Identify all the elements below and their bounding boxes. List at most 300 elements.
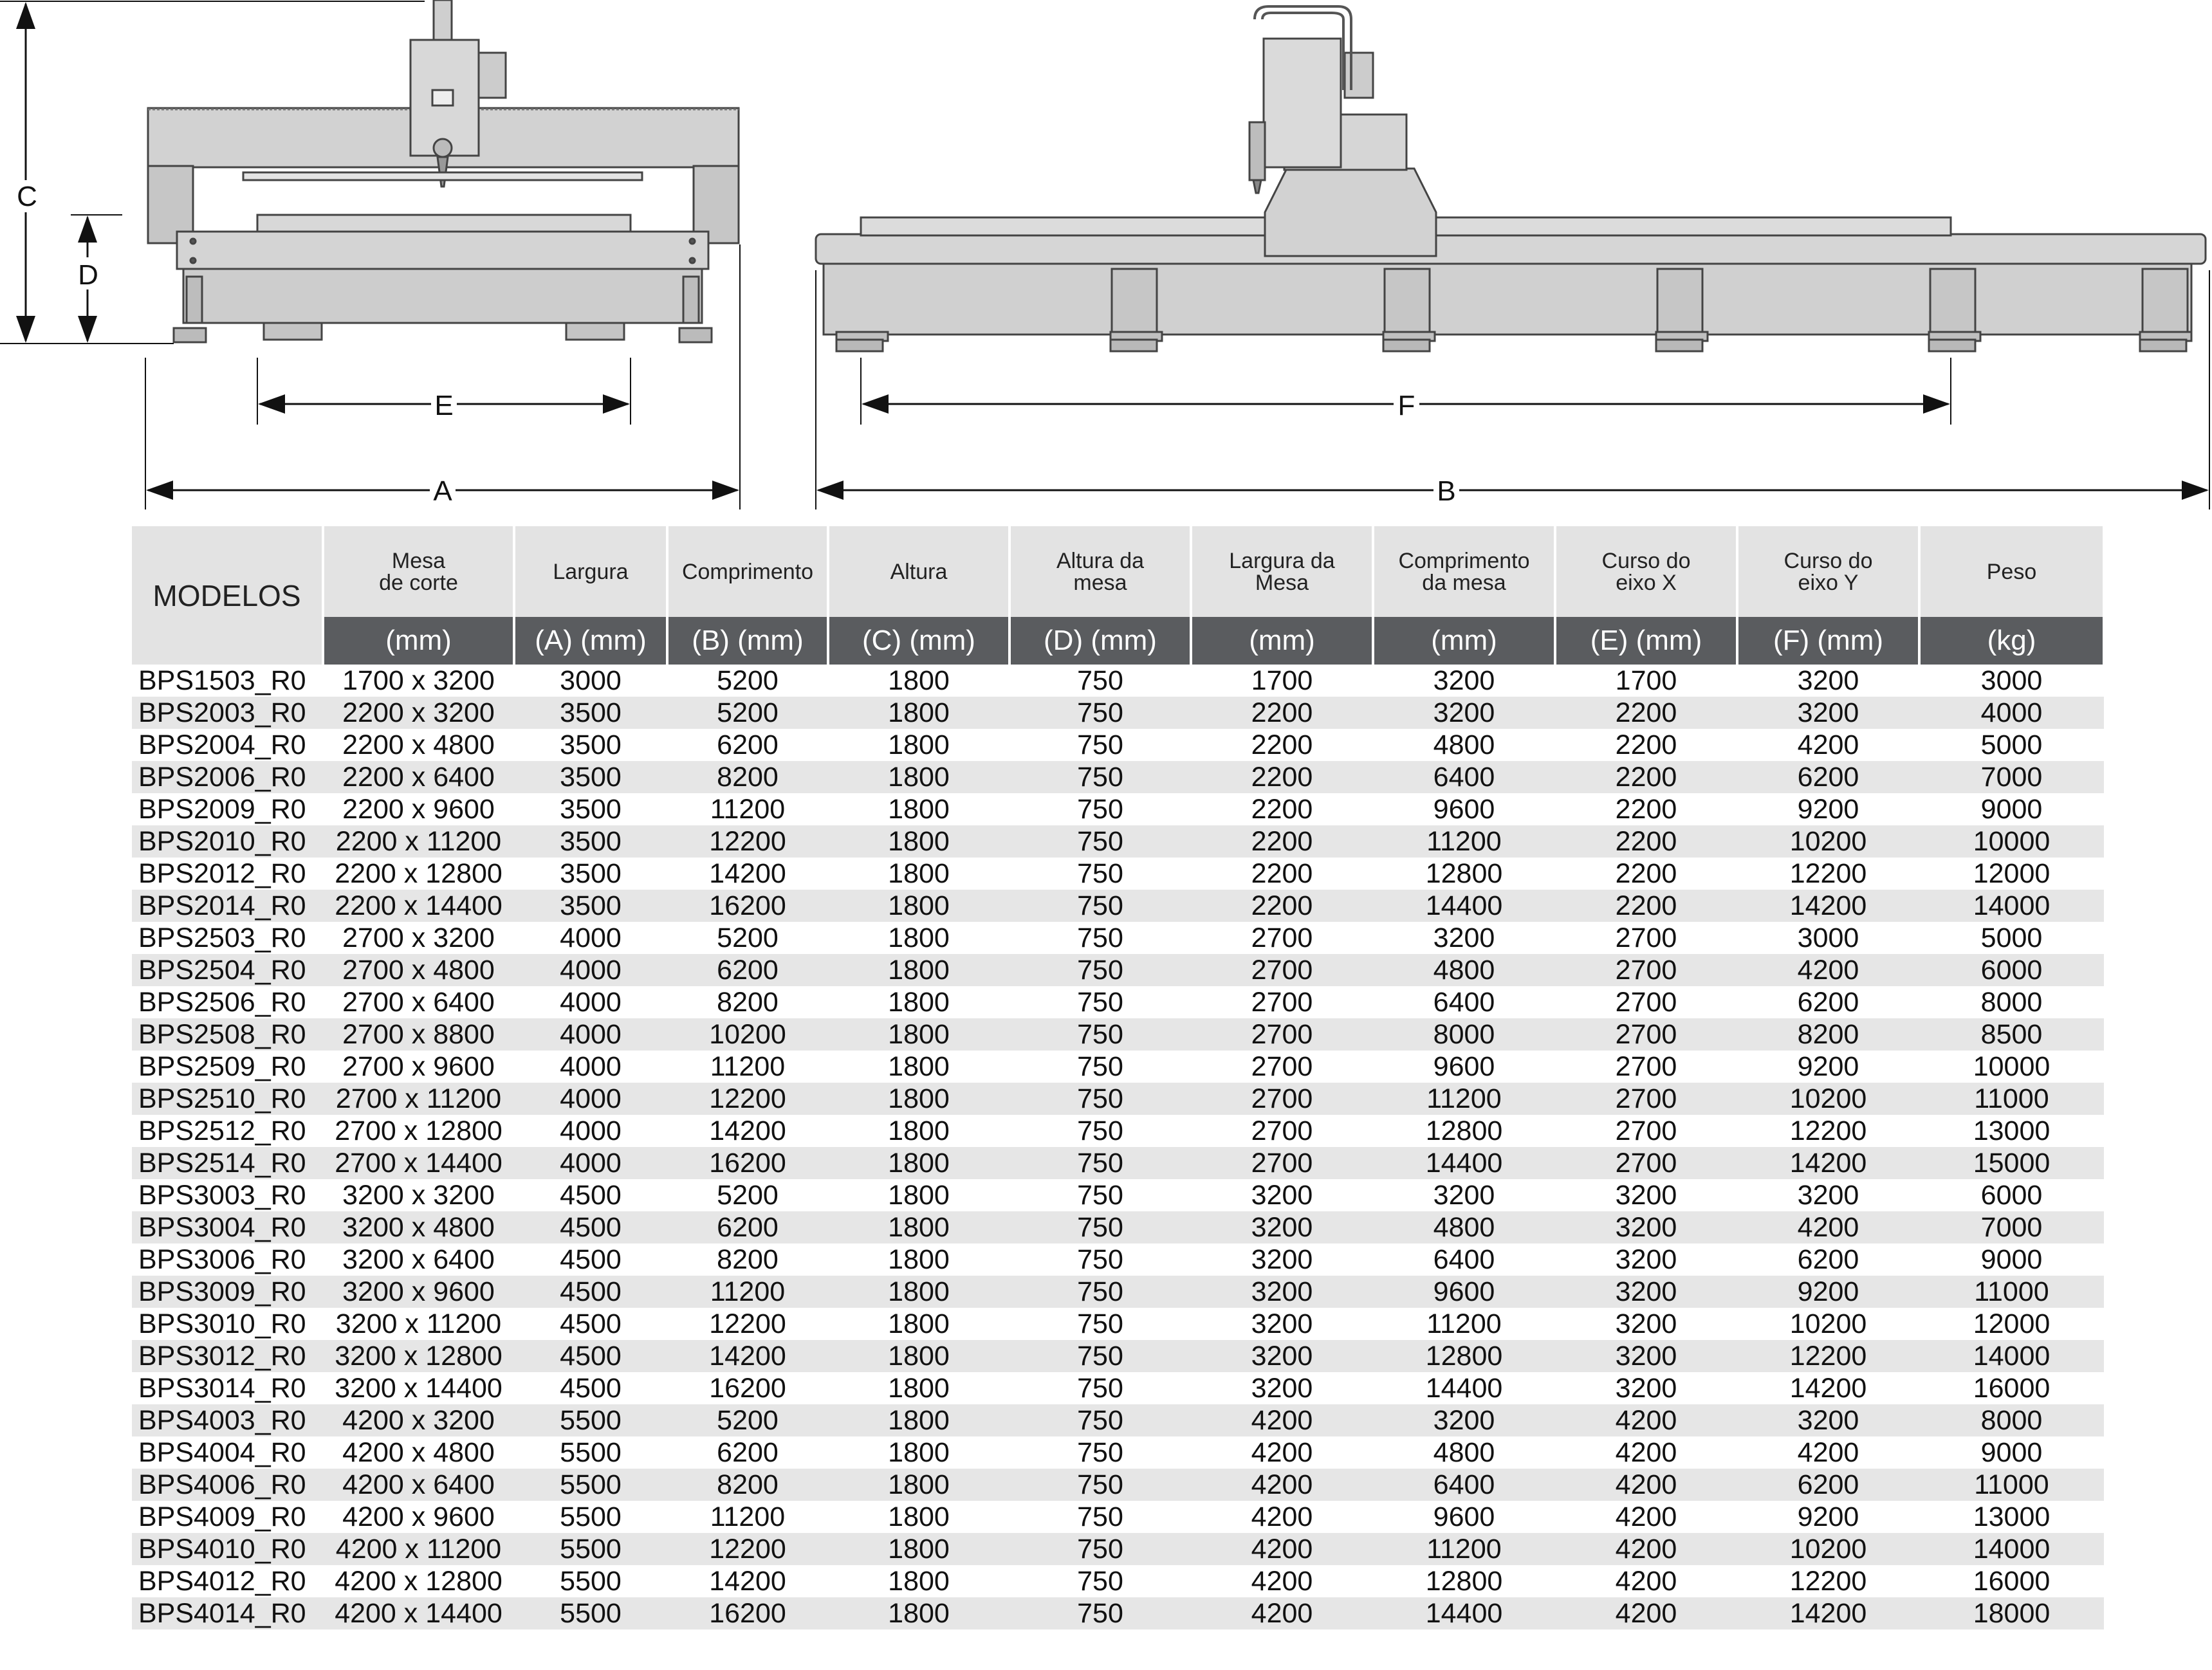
table-cell: 2700: [1191, 1115, 1373, 1147]
table-cell: 4800: [1373, 1211, 1555, 1243]
table-cell: 14000: [1919, 890, 2104, 922]
table-cell: 750: [1009, 1565, 1191, 1597]
side-view-drawing: [816, 6, 2206, 351]
table-cell: 6200: [1737, 1243, 1919, 1276]
table-cell: 5500: [514, 1469, 667, 1501]
table-cell: 3200: [1191, 1372, 1373, 1404]
table-row: [132, 729, 2104, 761]
table-cell: 750: [1009, 1115, 1191, 1147]
table-cell: 11200: [667, 1051, 828, 1083]
table-cell: 2700: [1191, 954, 1373, 986]
table-cell: 4200: [1191, 1501, 1373, 1533]
table-cell: 14200: [1737, 1147, 1919, 1179]
table-cell: 1800: [828, 1211, 1009, 1243]
table-cell: 8200: [667, 761, 828, 793]
table-cell: 1800: [828, 1565, 1009, 1597]
table-cell: 11000: [1919, 1469, 2104, 1501]
table-row: [132, 825, 2104, 858]
table-cell: 8200: [667, 986, 828, 1018]
table-cell: 2700: [1191, 922, 1373, 954]
column-header-7: [1373, 526, 1555, 617]
table-row: [132, 1276, 2104, 1308]
table-cell: 4000: [514, 1147, 667, 1179]
machine-drawings: [0, 0, 2212, 515]
column-header-6: [1191, 526, 1373, 617]
table-cell: 10200: [1737, 1308, 1919, 1340]
table-cell: 11200: [667, 1276, 828, 1308]
table-cell: 4000: [514, 986, 667, 1018]
column-header-line1: Comprimento: [681, 559, 814, 584]
table-cell: 4500: [514, 1372, 667, 1404]
table-cell: 15000: [1919, 1147, 2104, 1179]
dim-label-c: C: [17, 181, 37, 212]
table-cell: 3200: [1191, 1308, 1373, 1340]
table-cell: 2700 x 6400: [323, 986, 514, 1018]
table-cell: 2700 x 3200: [323, 922, 514, 954]
table-cell: 1800: [828, 1051, 1009, 1083]
table-cell: 1800: [828, 1436, 1009, 1469]
table-row: [132, 1243, 2104, 1276]
table-cell: 1800: [828, 1115, 1009, 1147]
column-header-4: [828, 526, 1009, 617]
column-unit-1: (mm): [323, 617, 514, 665]
model-name-cell: BPS2012_R0: [132, 858, 323, 890]
table-cell: 4500: [514, 1179, 667, 1211]
unit-row: [132, 617, 2104, 665]
table-cell: 13000: [1919, 1501, 2104, 1533]
table-cell: 1800: [828, 1469, 1009, 1501]
table-cell: 4000: [514, 1115, 667, 1147]
table-row: [132, 922, 2104, 954]
column-header-8: [1555, 526, 1737, 617]
table-cell: 12800: [1373, 858, 1555, 890]
table-cell: 14200: [1737, 1597, 1919, 1629]
table-cell: 750: [1009, 793, 1191, 825]
table-cell: 6000: [1919, 1179, 2104, 1211]
table-cell: 4000: [514, 1083, 667, 1115]
table-cell: 10200: [667, 1018, 828, 1051]
table-cell: 6000: [1919, 954, 2104, 986]
table-cell: 8000: [1919, 1404, 2104, 1436]
table-cell: 6400: [1373, 1243, 1555, 1276]
table-cell: 4500: [514, 1243, 667, 1276]
table-cell: 14400: [1373, 1147, 1555, 1179]
table-cell: 750: [1009, 858, 1191, 890]
table-cell: 750: [1009, 1469, 1191, 1501]
table-cell: 14200: [1737, 1372, 1919, 1404]
table-cell: 2200: [1191, 825, 1373, 858]
table-cell: 4200: [1737, 1436, 1919, 1469]
table-cell: 8200: [667, 1243, 828, 1276]
table-cell: 4200: [1191, 1436, 1373, 1469]
table-row: [132, 697, 2104, 729]
column-unit-4: (C) (mm): [828, 617, 1009, 665]
column-unit-2: (A) (mm): [514, 617, 667, 665]
model-name-cell: BPS1503_R0: [132, 665, 323, 697]
table-cell: 6200: [667, 1211, 828, 1243]
table-cell: 16200: [667, 890, 828, 922]
table-cell: 12000: [1919, 858, 2104, 890]
table-cell: 3200: [1191, 1243, 1373, 1276]
table-cell: 1800: [828, 954, 1009, 986]
table-body: [132, 665, 2104, 1629]
table-cell: 4500: [514, 1211, 667, 1243]
table-cell: 1800: [828, 761, 1009, 793]
table-cell: 12200: [667, 1083, 828, 1115]
table-cell: 6200: [1737, 986, 1919, 1018]
column-header-line1: Altura: [890, 559, 948, 584]
table-cell: 2700: [1555, 922, 1737, 954]
table-cell: 4000: [514, 1018, 667, 1051]
table-cell: 5200: [667, 697, 828, 729]
table-cell: 11200: [1373, 1308, 1555, 1340]
table-cell: 3200: [1555, 1179, 1737, 1211]
table-cell: 11200: [1373, 1533, 1555, 1565]
table-cell: 10000: [1919, 1051, 2104, 1083]
table-cell: 1800: [828, 1404, 1009, 1436]
table-row: [132, 1083, 2104, 1115]
specifications-table: [132, 526, 2105, 1629]
column-header-line1: Largura da: [1229, 548, 1335, 573]
column-header-3: [667, 526, 828, 617]
table-cell: 3000: [1737, 922, 1919, 954]
table-cell: 2200 x 3200: [323, 697, 514, 729]
table-cell: 6200: [1737, 761, 1919, 793]
models-header: MODELOS: [132, 526, 323, 665]
table-cell: 1800: [828, 1147, 1009, 1179]
table-cell: 3500: [514, 890, 667, 922]
model-name-cell: BPS2010_R0: [132, 825, 323, 858]
table-row: [132, 1211, 2104, 1243]
table-cell: 3200 x 6400: [323, 1243, 514, 1276]
table-cell: 750: [1009, 697, 1191, 729]
table-cell: 1800: [828, 1372, 1009, 1404]
front-view-drawing: [148, 0, 739, 342]
column-unit-9: (F) (mm): [1737, 617, 1919, 665]
dim-label-e: E: [434, 390, 454, 421]
table-cell: 4800: [1373, 954, 1555, 986]
table-cell: 12200: [1737, 1115, 1919, 1147]
table-cell: 2200: [1555, 793, 1737, 825]
table-cell: 2700 x 11200: [323, 1083, 514, 1115]
table-cell: 3200: [1373, 922, 1555, 954]
table-cell: 12200: [667, 825, 828, 858]
table-cell: 2700: [1555, 1083, 1737, 1115]
model-name-cell: BPS3012_R0: [132, 1340, 323, 1372]
table-row: [132, 1533, 2104, 1565]
table-cell: 3500: [514, 858, 667, 890]
table-cell: 9000: [1919, 1436, 2104, 1469]
table-cell: 750: [1009, 1147, 1191, 1179]
table-cell: 3200: [1191, 1211, 1373, 1243]
column-header-line1: Largura: [553, 559, 629, 584]
table-cell: 3200: [1737, 697, 1919, 729]
table-cell: 2200 x 6400: [323, 761, 514, 793]
table-cell: 2700 x 12800: [323, 1115, 514, 1147]
table-cell: 11000: [1919, 1276, 2104, 1308]
table-cell: 14400: [1373, 1372, 1555, 1404]
table-cell: 750: [1009, 825, 1191, 858]
table-cell: 2200: [1555, 697, 1737, 729]
table-row: [132, 1501, 2104, 1533]
table-cell: 10000: [1919, 825, 2104, 858]
model-name-cell: BPS4009_R0: [132, 1501, 323, 1533]
table-cell: 2200: [1555, 858, 1737, 890]
table-cell: 750: [1009, 1083, 1191, 1115]
table-cell: 750: [1009, 1533, 1191, 1565]
table-cell: 16200: [667, 1597, 828, 1629]
table-cell: 9600: [1373, 1051, 1555, 1083]
table-cell: 3200: [1191, 1276, 1373, 1308]
table-cell: 12200: [667, 1308, 828, 1340]
table-cell: 2200: [1191, 761, 1373, 793]
model-name-cell: BPS3004_R0: [132, 1211, 323, 1243]
column-header-9: [1737, 526, 1919, 617]
table-cell: 4200: [1555, 1501, 1737, 1533]
table-cell: 14200: [667, 1340, 828, 1372]
table-cell: 2700 x 4800: [323, 954, 514, 986]
table-cell: 12800: [1373, 1115, 1555, 1147]
table-cell: 9200: [1737, 793, 1919, 825]
table-cell: 750: [1009, 1051, 1191, 1083]
table-cell: 4200: [1555, 1533, 1737, 1565]
table-row: [132, 761, 2104, 793]
table-cell: 4200: [1737, 729, 1919, 761]
table-cell: 3200: [1555, 1372, 1737, 1404]
table-cell: 2700 x 8800: [323, 1018, 514, 1051]
column-header-line1: Curso do: [1783, 548, 1873, 573]
model-name-cell: BPS2506_R0: [132, 986, 323, 1018]
table-row: [132, 1469, 2104, 1501]
table-cell: 2700: [1191, 1018, 1373, 1051]
table-row: [132, 1340, 2104, 1372]
table-row: [132, 793, 2104, 825]
table-cell: 1800: [828, 1501, 1009, 1533]
table-cell: 3200 x 12800: [323, 1340, 514, 1372]
column-header-10: [1919, 526, 2104, 617]
table-cell: 1800: [828, 1018, 1009, 1051]
column-header-line1: Curso do: [1601, 548, 1691, 573]
table-cell: 14400: [1373, 890, 1555, 922]
table-cell: 8200: [667, 1469, 828, 1501]
table-cell: 2700: [1555, 1115, 1737, 1147]
table-cell: 2700: [1191, 986, 1373, 1018]
table-cell: 750: [1009, 922, 1191, 954]
table-cell: 3200: [1737, 665, 1919, 697]
table-cell: 4500: [514, 1276, 667, 1308]
table-cell: 12000: [1919, 1308, 2104, 1340]
table-cell: 14200: [1737, 890, 1919, 922]
column-unit-6: (mm): [1191, 617, 1373, 665]
table-cell: 4200 x 3200: [323, 1404, 514, 1436]
table-cell: 4200 x 12800: [323, 1565, 514, 1597]
model-name-cell: BPS2509_R0: [132, 1051, 323, 1083]
table-cell: 3200 x 9600: [323, 1276, 514, 1308]
table-row: [132, 986, 2104, 1018]
table-cell: 2200 x 12800: [323, 858, 514, 890]
table-cell: 5200: [667, 665, 828, 697]
table-cell: 14200: [667, 858, 828, 890]
table-cell: 750: [1009, 665, 1191, 697]
table-cell: 7000: [1919, 761, 2104, 793]
table-cell: 4200: [1555, 1597, 1737, 1629]
table-cell: 3200: [1555, 1340, 1737, 1372]
table-cell: 2700: [1555, 986, 1737, 1018]
table-cell: 8500: [1919, 1018, 2104, 1051]
table-cell: 4200: [1191, 1469, 1373, 1501]
table-cell: 16000: [1919, 1372, 2104, 1404]
table-row: [132, 1308, 2104, 1340]
table-cell: 12200: [667, 1533, 828, 1565]
table-cell: 750: [1009, 890, 1191, 922]
table-cell: 750: [1009, 729, 1191, 761]
table-cell: 750: [1009, 1179, 1191, 1211]
model-name-cell: BPS2514_R0: [132, 1147, 323, 1179]
table-cell: 11200: [667, 1501, 828, 1533]
table-cell: 3200: [1191, 1340, 1373, 1372]
table-cell: 3000: [1919, 665, 2104, 697]
table-cell: 9200: [1737, 1276, 1919, 1308]
table-cell: 4200: [1737, 954, 1919, 986]
column-unit-5: (D) (mm): [1009, 617, 1191, 665]
table-cell: 750: [1009, 1597, 1191, 1629]
table-cell: 3200: [1373, 1404, 1555, 1436]
table-cell: 3200: [1737, 1404, 1919, 1436]
table-cell: 2200 x 11200: [323, 825, 514, 858]
table-row: [132, 858, 2104, 890]
table-cell: 1800: [828, 1597, 1009, 1629]
table-cell: 750: [1009, 1243, 1191, 1276]
table-cell: 2700: [1555, 954, 1737, 986]
model-name-cell: BPS4006_R0: [132, 1469, 323, 1501]
table-cell: 1800: [828, 729, 1009, 761]
table-cell: 750: [1009, 1308, 1191, 1340]
model-name-cell: BPS3010_R0: [132, 1308, 323, 1340]
table-cell: 3200: [1373, 665, 1555, 697]
table-cell: 8000: [1919, 986, 2104, 1018]
table-cell: 5500: [514, 1436, 667, 1469]
table-cell: 14200: [667, 1115, 828, 1147]
table-cell: 4200: [1191, 1404, 1373, 1436]
table-cell: 9600: [1373, 1276, 1555, 1308]
table-cell: 3200 x 3200: [323, 1179, 514, 1211]
table-cell: 4200: [1555, 1565, 1737, 1597]
model-name-cell: BPS3009_R0: [132, 1276, 323, 1308]
model-name-cell: BPS2510_R0: [132, 1083, 323, 1115]
table-cell: 2700: [1191, 1147, 1373, 1179]
table-cell: 9000: [1919, 1243, 2104, 1276]
column-header-line2: de corte: [379, 570, 458, 595]
column-header-line2: mesa: [1073, 570, 1127, 595]
table-cell: 6200: [667, 729, 828, 761]
table-row: [132, 1147, 2104, 1179]
table-cell: 5000: [1919, 922, 2104, 954]
column-header-2: [514, 526, 667, 617]
table-cell: 4800: [1373, 1436, 1555, 1469]
table-cell: 4500: [514, 1308, 667, 1340]
table-cell: 2200: [1191, 729, 1373, 761]
table-cell: 750: [1009, 986, 1191, 1018]
model-name-cell: BPS2009_R0: [132, 793, 323, 825]
dim-label-d: D: [78, 259, 98, 291]
table-row: [132, 1179, 2104, 1211]
model-name-cell: BPS2508_R0: [132, 1018, 323, 1051]
table-cell: 1800: [828, 986, 1009, 1018]
model-name-cell: BPS2003_R0: [132, 697, 323, 729]
table-cell: 3500: [514, 825, 667, 858]
table-cell: 2200 x 4800: [323, 729, 514, 761]
table-cell: 3200: [1737, 1179, 1919, 1211]
table-cell: 750: [1009, 954, 1191, 986]
table-cell: 2200 x 14400: [323, 890, 514, 922]
table-cell: 3200: [1555, 1211, 1737, 1243]
table-cell: 2200: [1191, 890, 1373, 922]
table-cell: 11200: [1373, 1083, 1555, 1115]
table-cell: 1800: [828, 1179, 1009, 1211]
table-cell: 5500: [514, 1533, 667, 1565]
table-cell: 14000: [1919, 1533, 2104, 1565]
table-cell: 6200: [667, 954, 828, 986]
table-cell: 11200: [1373, 825, 1555, 858]
table-row: [132, 954, 2104, 986]
table-cell: 1800: [828, 858, 1009, 890]
column-header-line1: Mesa: [391, 548, 446, 573]
table-cell: 1800: [828, 665, 1009, 697]
table-cell: 2200: [1191, 697, 1373, 729]
table-cell: 3200: [1373, 1179, 1555, 1211]
table-cell: 1800: [828, 697, 1009, 729]
table-cell: 6400: [1373, 986, 1555, 1018]
table-cell: 4000: [514, 922, 667, 954]
table-cell: 2200: [1555, 890, 1737, 922]
table-cell: 5500: [514, 1565, 667, 1597]
table-cell: 1700 x 3200: [323, 665, 514, 697]
table-cell: 2700: [1555, 1147, 1737, 1179]
column-header-line1: Peso: [1986, 559, 2037, 584]
table-cell: 3200: [1373, 697, 1555, 729]
table-cell: 1800: [828, 922, 1009, 954]
table-cell: 3500: [514, 729, 667, 761]
table-cell: 6200: [667, 1436, 828, 1469]
table-cell: 1800: [828, 1340, 1009, 1372]
table-row: [132, 1436, 2104, 1469]
table-cell: 4200: [1191, 1533, 1373, 1565]
table-cell: 3200 x 11200: [323, 1308, 514, 1340]
model-name-cell: BPS2503_R0: [132, 922, 323, 954]
table-cell: 11000: [1919, 1083, 2104, 1115]
table-cell: 12200: [1737, 1340, 1919, 1372]
table-cell: 750: [1009, 1404, 1191, 1436]
table-cell: 5200: [667, 1404, 828, 1436]
table-row: [132, 665, 2104, 697]
table-cell: 4200: [1555, 1436, 1737, 1469]
table-cell: 750: [1009, 1372, 1191, 1404]
table-cell: 1800: [828, 793, 1009, 825]
model-name-cell: BPS3006_R0: [132, 1243, 323, 1276]
table-cell: 3200 x 14400: [323, 1372, 514, 1404]
table-cell: 13000: [1919, 1115, 2104, 1147]
table-cell: 1700: [1555, 665, 1737, 697]
table-cell: 4200 x 6400: [323, 1469, 514, 1501]
model-name-cell: BPS2512_R0: [132, 1115, 323, 1147]
table-cell: 3000: [514, 665, 667, 697]
table-cell: 4800: [1373, 729, 1555, 761]
column-header-line2: eixo Y: [1798, 570, 1859, 595]
table-cell: 5500: [514, 1597, 667, 1629]
column-header-line1: Altura da: [1056, 548, 1145, 573]
table-cell: 1800: [828, 825, 1009, 858]
column-unit-8: (E) (mm): [1555, 617, 1737, 665]
